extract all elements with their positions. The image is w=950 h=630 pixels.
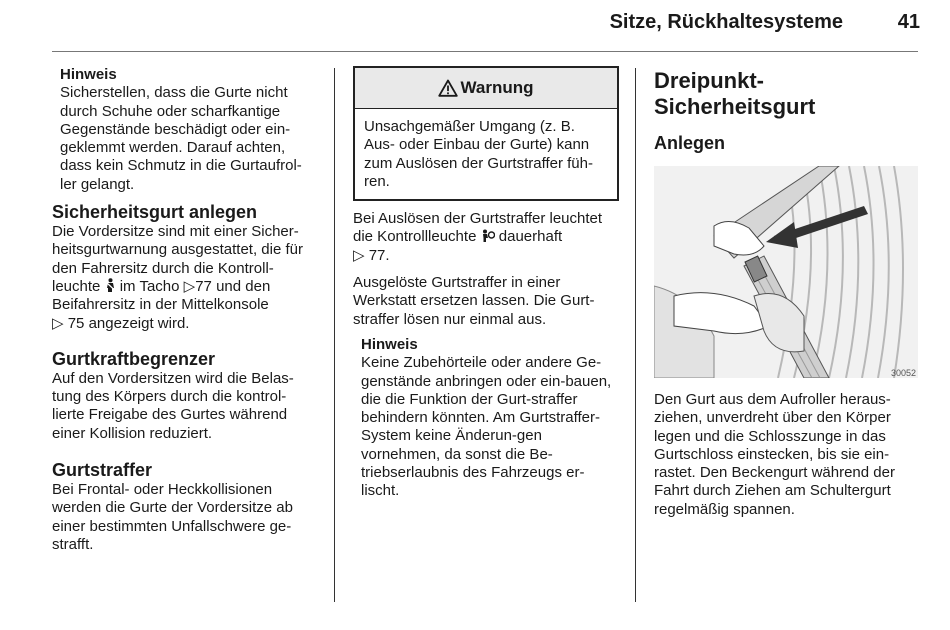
- section-heading-seatbelt: Sicherheitsgurt anlegen: [52, 202, 258, 223]
- section-text-pretensioner: Bei Frontal- oder Heckkollisionen werden die Gurte der Vordersitze ab einer bestimmten Unfallschwere ge-strafft.: [52, 481, 293, 553]
- note-text: Sicherstellen, dass die Gurte nicht durch Schuhe oder scharfkantige Gegenstände beschädigt oder ein-geklemmt werden. Darauf achten, dass kein Schmutz in die Gurtaufrol-ler gelangt.: [60, 84, 302, 193]
- warning-body: [355, 109, 617, 199]
- seatbelt-drawing: [654, 166, 918, 378]
- seatbelt-illustration: [654, 166, 918, 378]
- page-ref-arrow-icon: ▷: [183, 277, 196, 295]
- column-1: [52, 66, 318, 554]
- warning-header: [355, 68, 617, 109]
- note-box: [60, 66, 318, 194]
- seatbelt-warning-icon: [105, 278, 116, 293]
- note-box: [361, 336, 619, 501]
- note-text: Keine Zubehörteile oder andere Ge-genstände anbringen oder ein-bauen, die die Funktion der Gurt-straffer behindern könnten. Am Gurtstraffer-System keine Änderun-gen vornehmen, da sonst die Be-triebserlaubnis des Fahrzeugs er-lischt.: [361, 354, 612, 500]
- column-2: [353, 66, 619, 501]
- column-separator: [334, 68, 335, 602]
- page-ref-arrow-icon: ▷: [353, 246, 365, 264]
- page-reference: 75: [67, 314, 85, 332]
- airbag-warning-icon: [481, 229, 495, 243]
- fastening-instructions: Den Gurt aus dem Aufroller heraus-ziehen, unverdreht über den Körper legen und die Schlosszunge in das Gurtschloss einstecken, bis sie ein-rastet. Den Beckengurt während der Fahrt durch Ziehen am Schultergurt regelmäßig spannen.: [654, 391, 895, 518]
- subheading-fastening: Anlegen: [654, 133, 726, 153]
- section-heading-three-point-belt: Dreipunkt-Sicherheitsgurt: [654, 68, 816, 119]
- page-header-title: Sitze, Rückhaltesysteme: [609, 11, 843, 33]
- section-text-seatbelt: Die Vordersitze sind mit einer Sicher-heitsgurtwarnung ausgestattet, die für den Fahrersitz durch die Kontroll-leuchte im Tacho ▷77 und den Beifahrersitz in der Mittelkonsole ▷ 75 angezeigt wird.: [52, 223, 303, 332]
- column-separator: [635, 68, 636, 602]
- warning-triangle-icon: [438, 79, 458, 97]
- warning-title: Warnung: [460, 78, 534, 97]
- note-title: Hinweis: [361, 335, 418, 353]
- page-reference: 77.: [368, 246, 390, 264]
- header-rule: [52, 51, 918, 52]
- figure-number: 30052: [890, 368, 916, 378]
- page-ref-arrow-icon: ▷: [52, 314, 64, 332]
- workshop-text: Ausgelöste Gurtstraffer in einer Werkstatt ersetzen lassen. Die Gurt-straffer lösen nur einmal aus.: [353, 274, 595, 328]
- page-reference: 77: [195, 277, 212, 295]
- column-3: [654, 68, 918, 519]
- section-heading-force-limiter: Gurtkraftbegrenzer: [52, 348, 216, 369]
- page-number: 41: [897, 11, 920, 33]
- section-text-force-limiter: Auf den Vordersitzen wird die Belas-tung des Körpers durch die kontrol-lierte Freigabe des Gurtes während einer Kollision reduziert.: [52, 369, 294, 442]
- warning-text: Unsachgemäßer Umgang (z. B. Aus- oder Einbau der Gurte) kann zum Auslösen der Gurtstraffer füh-ren.: [364, 118, 593, 190]
- section-heading-pretensioner: Gurtstraffer: [52, 460, 153, 481]
- note-title: Hinweis: [60, 66, 117, 83]
- pretensioner-light-text: Bei Auslösen der Gurtstraffer leuchtet die Kontrollleuchte dauerhaft ▷ 77.: [353, 210, 603, 264]
- warning-box: [353, 66, 619, 201]
